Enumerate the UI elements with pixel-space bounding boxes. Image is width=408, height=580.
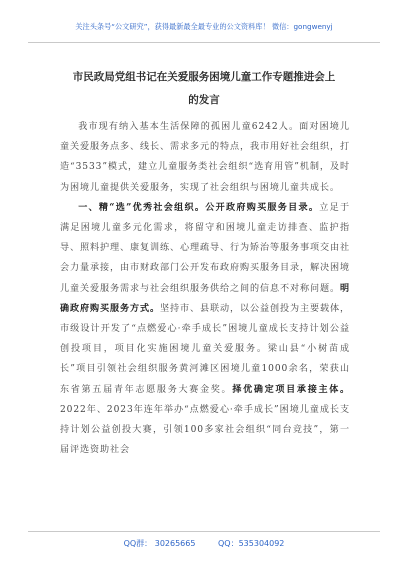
intro-paragraph: 我市现有纳入基本生活保障的孤困儿童6242人。面对困境儿童关爱服务点多、线长、需求多元的特点，我市用好社会组织，打造“3533”模式，建立儿童服务类社会组织“选育用管”机制，及时为困境儿童提供关爱服务，实现了社会组织与困境儿童共成长。	[60, 122, 350, 193]
bold-phrase-purchase-method: 明确政府购买服务方式。	[60, 282, 350, 314]
document-title	[50, 66, 358, 112]
section-1-text-3: 2022年、2023年连年举办“点燃爱心·牵手成长”困境儿童成长支持计划公益创投大赛，引领100多家社会组织“同台竞技”，第一届评选资助社会	[60, 404, 350, 456]
title-line-1: 市民政局党组书记在关爱服务困境儿童工作专题推进会上	[72, 71, 336, 83]
section-1-text: 立足于满足困境儿童多元化需求，将留守和困境儿童走访排查、监护指导、照料护理、康复训练、心理疏导、行为矫治等服务事项交由社会力量承接，由市财政部门公开发布政府购买服务目录，解决困境儿童关爱服务需求与社会组织服务供给之间的信息不对称问题。	[60, 202, 350, 294]
header-note: 关注头条号“公文研究”，获得最新最全最专业的公文资料库！ 微信：gongwenyj	[75, 22, 333, 31]
section-1-subheading: 公开政府购买服务目录。	[205, 201, 320, 213]
footer-contact	[0, 538, 408, 549]
bold-phrase-project-undertaker: 择优确定项目承接主体。	[232, 383, 350, 395]
header-divider	[28, 42, 380, 43]
document-body	[60, 117, 350, 460]
section-1-paragraph	[60, 198, 350, 461]
section-1-text-2: 坚持市、县联动，以公益创投为主要载体，市级设计开发了“点燃爱心·牵手成长”困境儿童成长支持计划公益创投项目，项目化实施困境儿童关爱服务。梁山县“小树苗成长”项目引领社会组织服务黄河滩区困境儿童1000余名，荣获山东省第五届青年志愿服务大赛金奖。	[60, 303, 350, 395]
footer-divider	[28, 531, 380, 532]
section-1-heading: 一、精“选”优秀社会组织。	[78, 201, 206, 213]
footer-qq: QQ：535304092	[218, 539, 285, 548]
footer-qq-group: QQ群： 30265665	[123, 539, 196, 548]
title-line-2: 的发言	[188, 94, 220, 106]
